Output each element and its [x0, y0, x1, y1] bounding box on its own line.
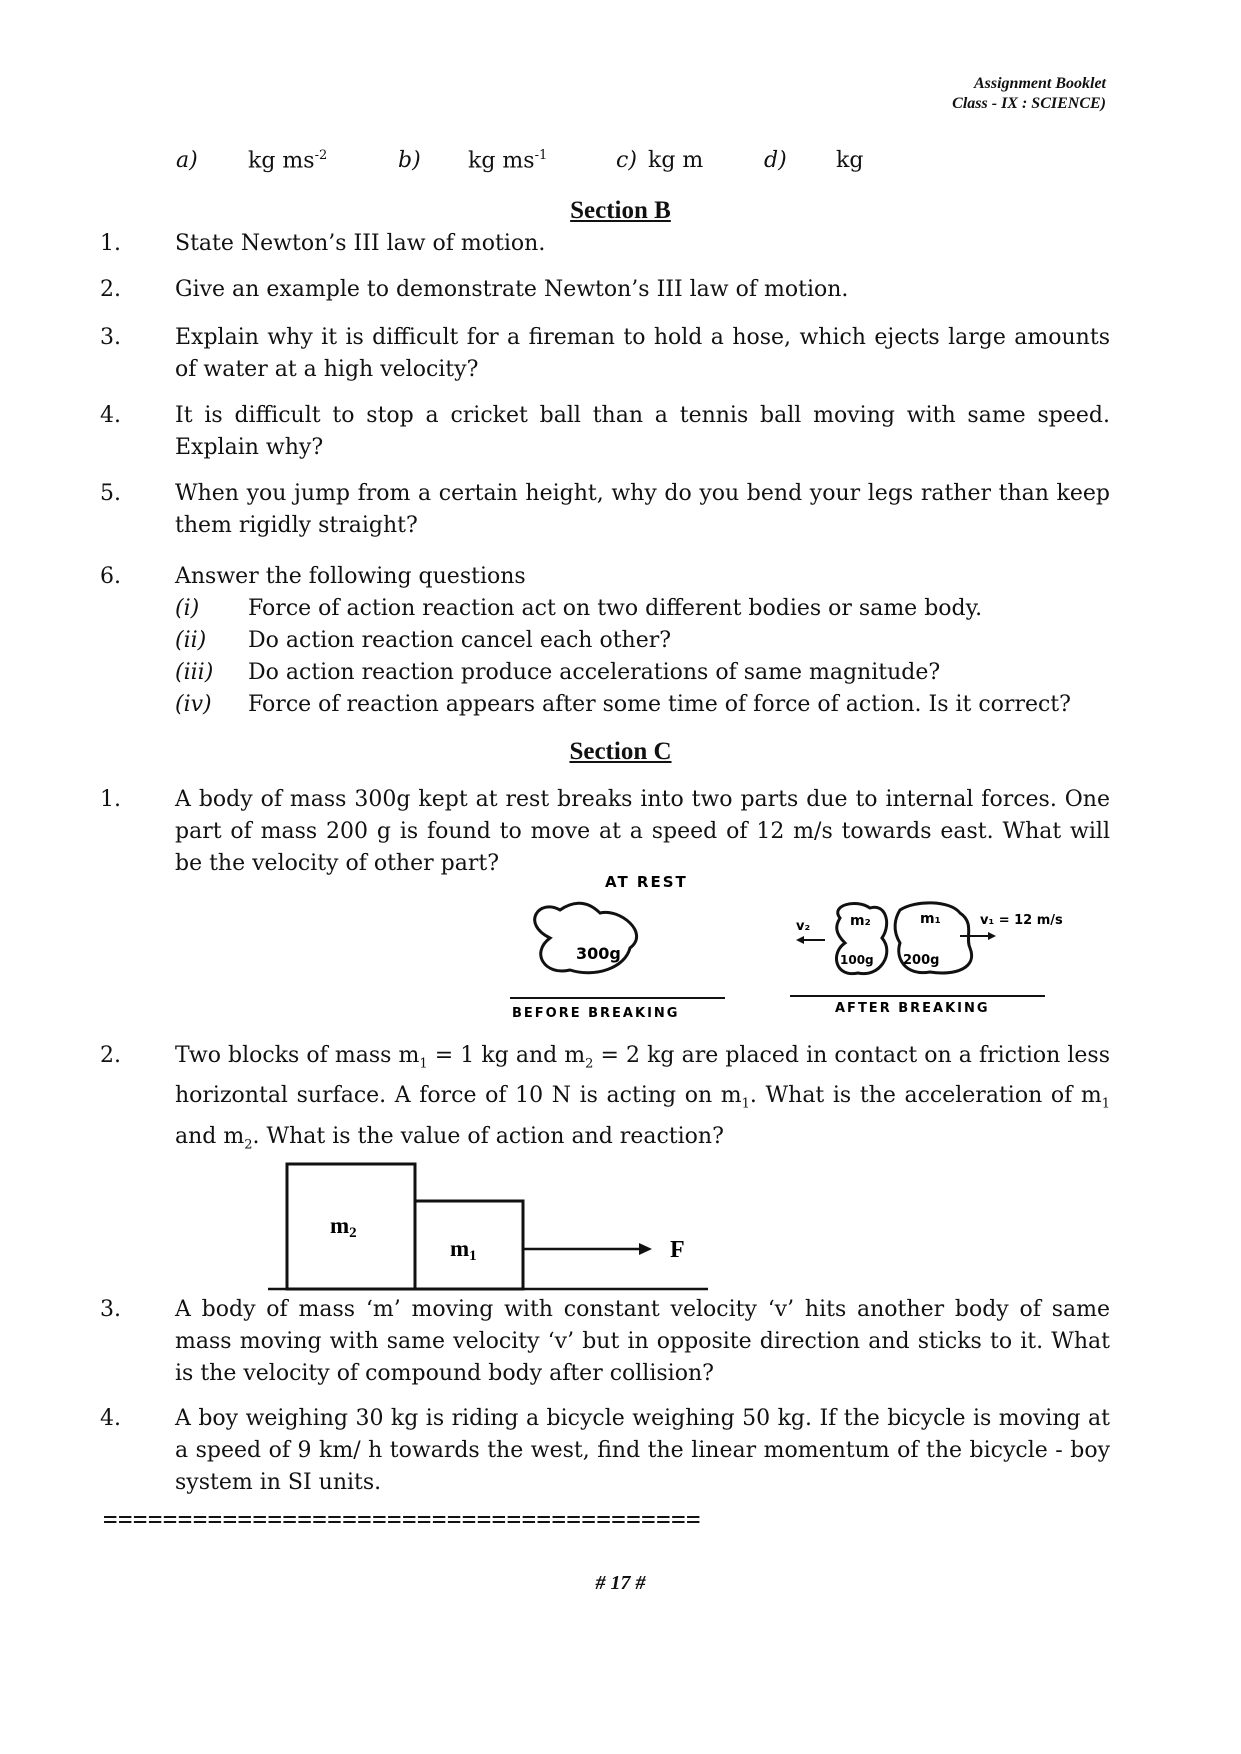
- option-d-label: d): [764, 148, 787, 173]
- section-c-title: Section C: [569, 738, 672, 765]
- option-a-label: a): [176, 148, 198, 173]
- page: Assignment Booklet Class - IX : SCIENCE) a) kg $ms^{-2}$ b) kg $ms^{-1}$ c) kg m d) kg Section B 1. State Newton’s III law of motion. 2. Give an example to demonstrate Newton’s III law of motion. 3. Explain why it is difficult for a fireman to hold a hose, which ejects large amounts of water at a high velocity? 4. It is difficult to stop a cricket ball than a tennis ball moving with same speed. Explain why? 5. When you jump from a certain height, why do you bend your legs rather than keep them rigidly straight? 6. Answer the following questions (i) Force of action reaction act on two different bodies or same body. (ii) Do action reaction cancel each other? (iii) Do action reaction produce accelerations of same magnitude? (iv) Force of reaction appears after some time of force of action. Is it correct? Section C 1. A body of mass 300g kept at rest breaks into two parts due to internal forces. One part of mass 200 g is found to move at a speed of 12 m/s towards east. What will be the velocity of other part? AT REST 300g BEFORE BREAKING m₂ m₁ 100g 200g v₂ v₁ = 12 m/s AFTER BREAKING 2. Two blocks of mass $m_1 = 1$ kg and $m_2 = 2$ kg are placed in contact on a friction less horizontal surface. A force of 10 N is acting on $m_1$. What is the acceleration of $m_1$ and $m_2$. What is the value of action and reaction? m2 m1 F 3. A body of mass ‘m’ moving with constant velocity ‘v’ hits another body of same mass moving with same velocity ‘v’ but in opposite direction and sticks to it. What is the velocity of compound body after collision? 4. A boy weighing 30 kg is riding a bicycle weighing 50 kg. If the bicycle is moving at a speed of 9 km/ h towards the west, find the linear momentum of the bicycle - boy system in SI units. ======================================== # 17 #: [0, 0, 1241, 1754]
- option-a-value: kg $ms^{-2}$: [248, 148, 328, 174]
- mcq-options: [0, 148, 1241, 178]
- after-breaking-label: AFTER BREAKING: [835, 1001, 990, 1016]
- m2-blob-label: m₂: [850, 913, 871, 929]
- separator-line: ========================================: [103, 1505, 701, 1533]
- part-1-mass-label: 200g: [903, 953, 940, 968]
- v2-label: v₂: [796, 919, 811, 934]
- v1-arrowhead: [988, 932, 996, 940]
- option-c-label: c): [616, 148, 637, 173]
- header-class: Class - IX : SCIENCE): [952, 95, 1106, 112]
- header-title: Assignment Booklet: [973, 75, 1106, 92]
- option-d-value: kg: [836, 148, 864, 173]
- part-2-mass-label: 100g: [840, 953, 874, 967]
- force-label: F: [670, 1237, 685, 1263]
- booklet-header: [952, 74, 1106, 114]
- blocks-diagram: [260, 1158, 720, 1298]
- at-rest-label: AT REST: [605, 873, 688, 891]
- before-breaking-label: BEFORE BREAKING: [512, 1006, 680, 1021]
- v2-arrowhead: [796, 936, 804, 944]
- option-b-value: kg $ms^{-1}$: [468, 148, 548, 174]
- m1-blob-label: m₁: [920, 911, 941, 927]
- force-arrowhead: [639, 1243, 652, 1255]
- option-b-label: b): [398, 148, 421, 173]
- page-number: # 17 #: [595, 1572, 646, 1594]
- m1-label: m1: [450, 1236, 477, 1264]
- whole-mass-label: 300g: [576, 944, 621, 963]
- section-b-title: Section B: [570, 197, 671, 224]
- option-c-value: kg m: [648, 148, 704, 173]
- v1-label: v₁ = 12 m/s: [980, 913, 1063, 928]
- m2-label: m2: [330, 1213, 357, 1241]
- breaking-diagram: [500, 868, 1100, 1028]
